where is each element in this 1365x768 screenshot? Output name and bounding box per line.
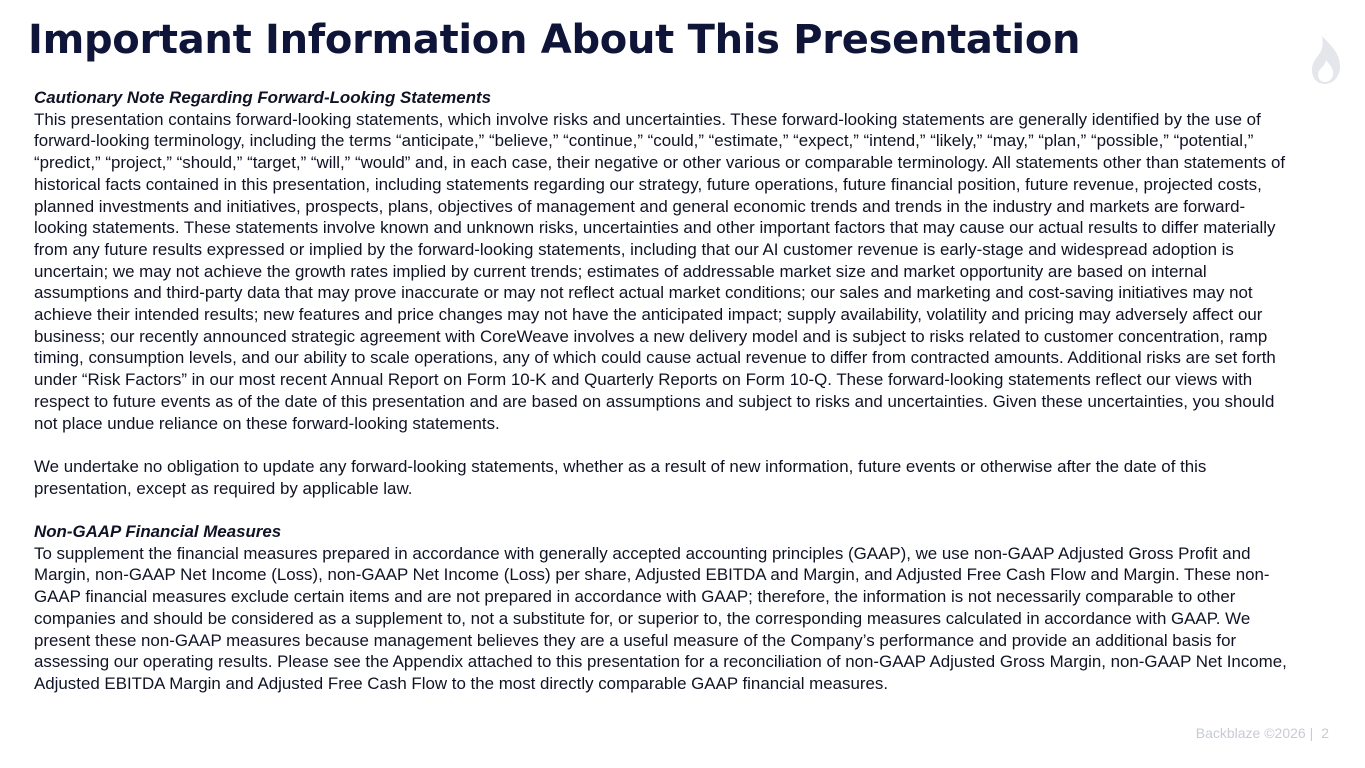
slide-footer — [1196, 725, 1329, 741]
page-number: 2 — [1321, 725, 1329, 741]
non-gaap-paragraph: To supplement the financial measures prepared in accordance with generally accepted accounting principles (GAAP), we use non-GAAP Adjusted Gross Profit and Margin, non-GAAP Net Income (Loss), non-GAAP Net Income (Loss) per share, Adjusted EBITDA and Margin, and Adjusted Free Cash Flow and Margin. These non-GAAP financial measures exclude certain items and are not prepared in accordance with GAAP; therefore, the information is not necessarily comparable to other companies and should be considered as a supplement to, not a substitute for, or superior to, the corresponding measures calculated in accordance with GAAP. We present these non-GAAP measures because management believes they are a useful measure of the Company’s performance and provide an additional basis for assessing our operating results. Please see the Appendix attached to this presentation for a reconciliation of non-GAAP Adjusted Gross Margin, non-GAAP Net Income, Adjusted EBITDA Margin and Adjusted Free Cash Flow to the most directly comparable GAAP financial measures. — [34, 543, 1287, 693]
no-obligation-paragraph: We undertake no obligation to update any forward-looking statements, whether as a result of new information, future events or otherwise after the date of this presentation, except as required by applicable law. — [34, 456, 1207, 498]
section-heading-non-gaap: Non-GAAP Financial Measures — [34, 522, 282, 542]
disclaimer-content — [34, 87, 1296, 695]
section-heading-forward-looking: Cautionary Note Regarding Forward-Looking Statements — [34, 88, 492, 107]
flame-logo-icon — [1309, 34, 1343, 86]
section-spacer — [34, 499, 1296, 521]
footer-copyright: Backblaze ©2026 | — [1195, 725, 1314, 741]
page-title: Important Information About This Presentation — [28, 17, 1081, 63]
paragraph-spacer — [34, 434, 1296, 456]
forward-looking-paragraph: This presentation contains forward-looking statements, which involve risks and uncertainties. These forward-looking statements are generally identified by the use of forward-looking terminology, including the terms “anticipate,” “believe,” “continue,” “could,” “estimate,” “expect,” “intend,” “likely,” “may,” “plan,” “possible,” “potential,” “predict,” “project,” “should,” “target,” “will,” “would” and, in each case, their negative or other various or comparable terminology. All statements other than statements of historical facts contained in this presentation, including statements regarding our strategy, future operations, future financial position, future revenue, projected costs, planned investments and initiatives, prospects, plans, objectives of management and general economic trends and trends in the industry and markets are forward-looking statements. These statements involve known and unknown risks, uncertainties and other important factors that may cause our actual results to differ materially from any future results expressed or implied by the forward-looking statements, including that our AI customer revenue is early-stage and widespread adoption is uncertain; we may not achieve the growth rates implied by current trends; estimates of addressable market size and market opportunity are based on internal assumptions and third-party data that may prove inaccurate or may not reflect actual market conditions; our sales and marketing and cost-saving initiatives may not achieve their intended results; new features and price changes may not have the anticipated impact; supply availability, volatility and pricing may adversely affect our business; our recently announced strategic agreement with CoreWeave involves a new delivery model and is subject to risks related to customer concentration, ramp timing, consumption levels, and our ability to scale operations, any of which could cause actual revenue to differ from contracted amounts. Additional risks are set forth under “Risk Factors” in our most recent Annual Report on Form 10-K and Quarterly Reports on Form 10-Q. These forward-looking statements reflect our views with respect to future events as of the date of this presentation and are based on assumptions and subject to risks and uncertainties. Given these uncertainties, you should not place undue reliance on these forward-looking statements. — [34, 109, 1286, 433]
